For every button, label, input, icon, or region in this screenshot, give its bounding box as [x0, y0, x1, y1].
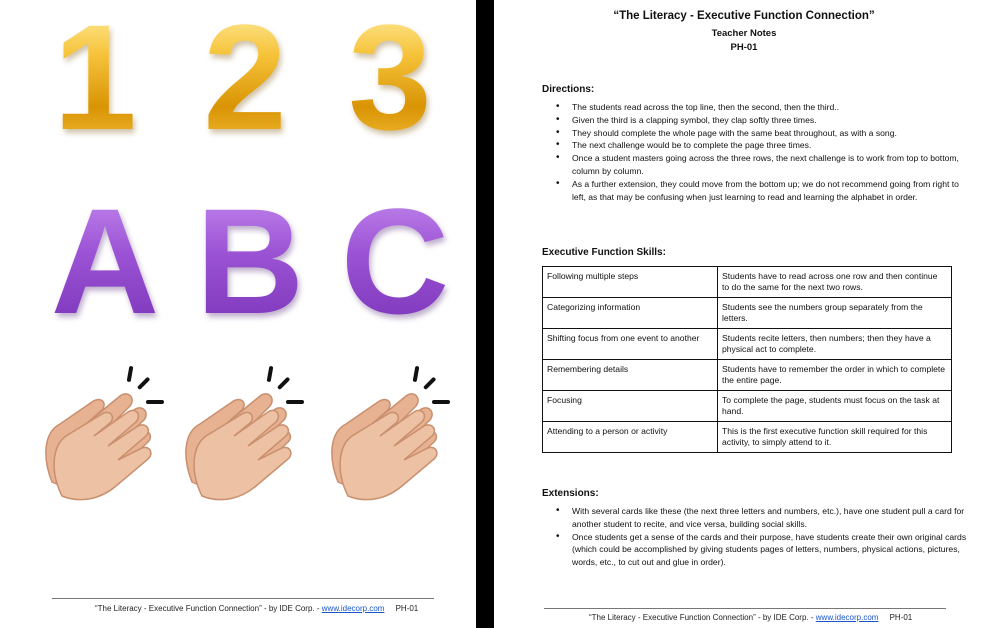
footer-code: PH-01 [889, 613, 913, 622]
footer-link[interactable]: www.idecorp.com [815, 613, 879, 622]
left-footer [95, 604, 418, 613]
number-2: 2 [190, 2, 300, 152]
list-item: • Given the third is a clapping symbol, they clap softly three times. [572, 114, 962, 127]
footer-text: “The Literacy - Executive Function Connection” - by IDE Corp. - [95, 604, 320, 613]
skill-cell: Following multiple steps [543, 267, 718, 298]
page-code: PH-01 [730, 42, 758, 53]
page-divider [476, 0, 494, 628]
description-cell: Students have to remember the order in which to complete the entire page. [718, 360, 952, 391]
footer-code: PH-01 [395, 604, 419, 613]
letter-b: B [185, 186, 315, 336]
description-cell: Students see the numbers group separately from the letters. [718, 298, 952, 329]
letter-c: C [330, 186, 460, 336]
directions-list [542, 101, 962, 203]
footer-rule [52, 598, 434, 599]
description-cell: Students have to read across one row and then continue to do the same for the next two rows. [718, 267, 952, 298]
skill-cell: Categorizing information [543, 298, 718, 329]
description-cell: To complete the page, students must focus on the task at hand. [718, 391, 952, 422]
extensions-list [542, 505, 967, 569]
table-row [543, 329, 952, 360]
footer-text: “The Literacy - Executive Function Connection” - by IDE Corp. - [589, 613, 814, 622]
skill-cell: Attending to a person or activity [543, 422, 718, 453]
page-subtitle: Teacher Notes [711, 28, 777, 39]
list-item: • The next challenge would be to complete the page three times. [572, 139, 962, 152]
table-row [543, 267, 952, 298]
clapping-hands-icon [42, 362, 172, 502]
list-item: • As a further extension, they could move from the bottom up; we do not recommend going from right to left, as that may be confusing when just learning to read and learning the alphabet in order. [572, 178, 962, 204]
skill-cell: Shifting focus from one event to another [543, 329, 718, 360]
flashcard-page [0, 0, 476, 628]
number-3: 3 [335, 2, 445, 152]
table-row [543, 360, 952, 391]
list-item: • Once students get a sense of the cards and their purpose, have students create their own original cards (which could be accomplished by giving students pages of letters, numbers, physical actions, pictures, words, etc., to cut out and glue in order). [572, 531, 967, 569]
description-cell: Students recite letters, then numbers; then they have a physical act to complete. [718, 329, 952, 360]
skills-heading: Executive Function Skills: [542, 247, 666, 258]
list-item: • They should complete the whole page with the same beat throughout, as with a song. [572, 127, 962, 140]
description-cell: This is the first executive function skill required for this activity, to simply attend to it. [718, 422, 952, 453]
list-item: • Once a student masters going across the three rows, the next challenge is to work from top to bottom, column by column. [572, 152, 962, 178]
page-title: “The Literacy - Executive Function Connection” [613, 10, 875, 22]
table-row [543, 298, 952, 329]
teacher-notes-page [494, 0, 1000, 628]
list-item: • The students read across the top line, then the second, then the third.. [572, 101, 962, 114]
clapping-hands-icon [328, 362, 458, 502]
extensions-heading: Extensions: [542, 488, 599, 499]
table-row [543, 391, 952, 422]
clapping-hands-icon [182, 362, 312, 502]
table-row [543, 422, 952, 453]
skill-cell: Focusing [543, 391, 718, 422]
number-1: 1 [40, 2, 150, 152]
directions-heading: Directions: [542, 84, 595, 95]
letter-a: A [40, 186, 170, 336]
list-item: • With several cards like these (the next three letters and numbers, etc.), have one student pull a card for another student to recite, and vice versa, building social skills. [572, 505, 967, 531]
skills-table [542, 266, 952, 453]
right-footer [589, 613, 912, 622]
footer-rule [544, 608, 946, 609]
skill-cell: Remembering details [543, 360, 718, 391]
footer-link[interactable]: www.idecorp.com [321, 604, 385, 613]
